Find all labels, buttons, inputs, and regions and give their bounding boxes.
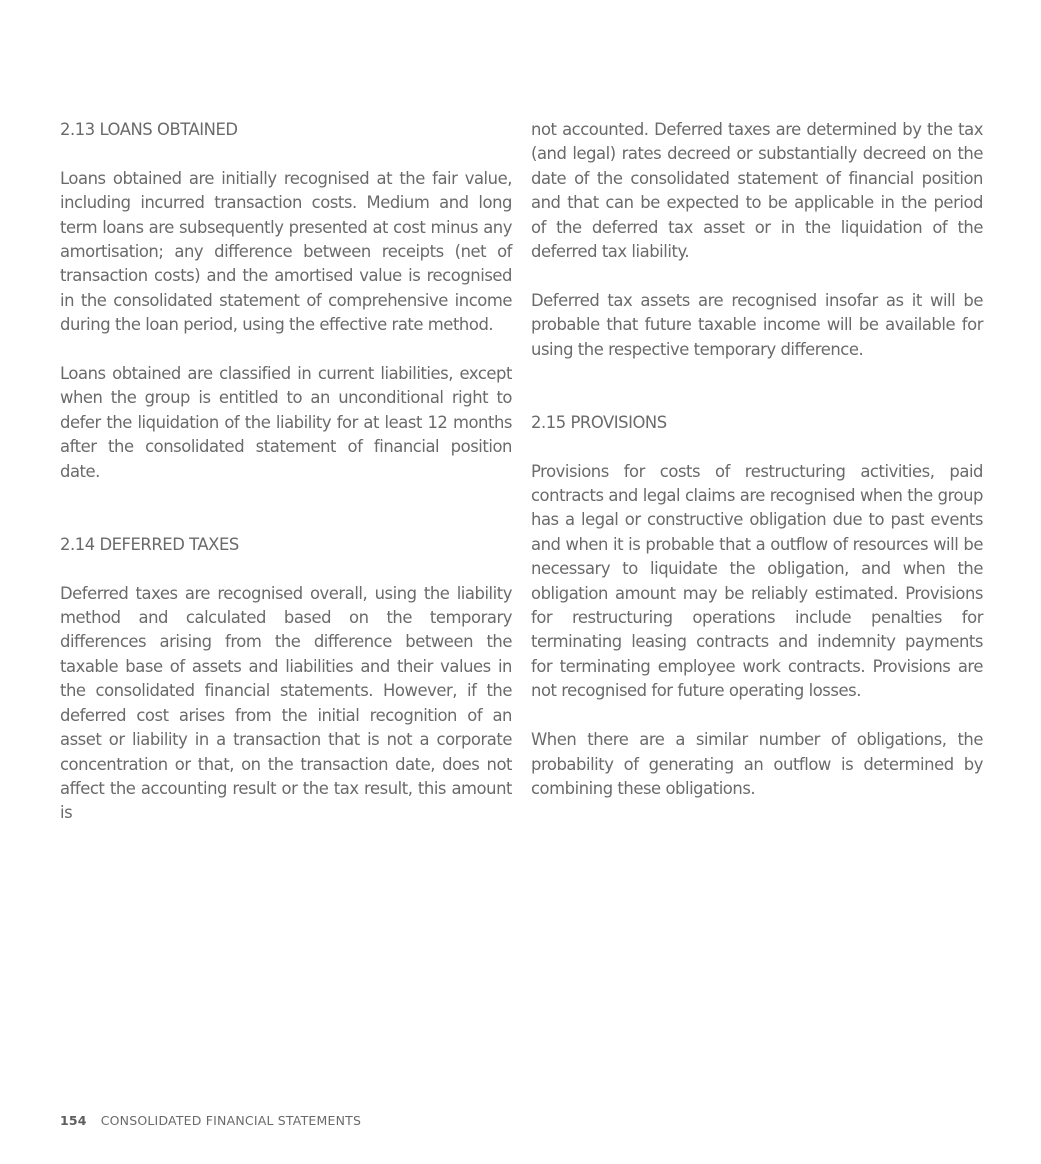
paragraph-loans-recognition: Loans obtained are initially recognised at the fair value, including incurred transaction costs. Medium and long term loans are subsequently presented at cost minus any amortisation; any difference between receipts (net of transaction costs) and the amortised value is recognised in the consolidated statement of comprehensive income during the loan period, using the effective rate method. <box>60 168 512 335</box>
paragraph-provisions-similar-obligations: When there are a similar number of obligations, the probability of generating an outflow is determined by combining these obligations. <box>531 730 983 798</box>
paragraph-provisions-recognition: Provisions for costs of restructuring activities, paid contracts and legal claims are recognised when the group has a legal or constructive obligation due to past events and when it is probable that a outflow of resources will be necessary to liquidate the obligation, and when the obligation amount may be reliably estimated. Provisions for restructuring operations include penalties for terminating leasing contracts and indemnity payments for terminating employee work contracts. Provisions are not recognised for future operating losses. <box>531 461 983 701</box>
paragraph-deferred-tax-assets: Deferred tax assets are recognised insofar as it will be probable that future taxable income will be available for using the respective temporary difference. <box>531 290 983 359</box>
paragraph-loans-classification: Loans obtained are classified in current liabilities, except when the group is entitled to an unconditional right to defer the liquidation of the liability for at least 12 months after the consolidated statement of financial position date. <box>60 364 512 481</box>
section-heading-loans-obtained: 2.13 LOANS OBTAINED <box>60 120 238 139</box>
footer-section-title: CONSOLIDATED FINANCIAL STATEMENTS <box>100 1113 362 1128</box>
paragraph-deferred-taxes-continued: not accounted. Deferred taxes are determined by the tax (and legal) rates decreed or substantially decreed on the date of the consolidated statement of financial position and that can be expected to be applicable in the period of the deferred tax asset or in the liquidation of the deferred tax liability. <box>531 120 983 262</box>
section-heading-provisions: 2.15 PROVISIONS <box>531 412 667 432</box>
right-column <box>531 118 983 801</box>
paragraph-deferred-taxes-recognition: Deferred taxes are recognised overall, using the liability method and calculated based on the temporary differences arising from the difference between the taxable base of assets and liabilities and their values in the consolidated financial statements. However, if the deferred cost arises from the initial recognition of an asset or liability in a transaction that is not a corporate concentration or that, on the transaction date, does not affect the accounting result or the tax result, this amount is <box>60 583 512 823</box>
section-heading-deferred-taxes: 2.14 DEFERRED TAXES <box>60 534 239 554</box>
left-column <box>60 118 512 826</box>
page-footer <box>60 1112 361 1130</box>
page-number: 154 <box>60 1113 87 1128</box>
